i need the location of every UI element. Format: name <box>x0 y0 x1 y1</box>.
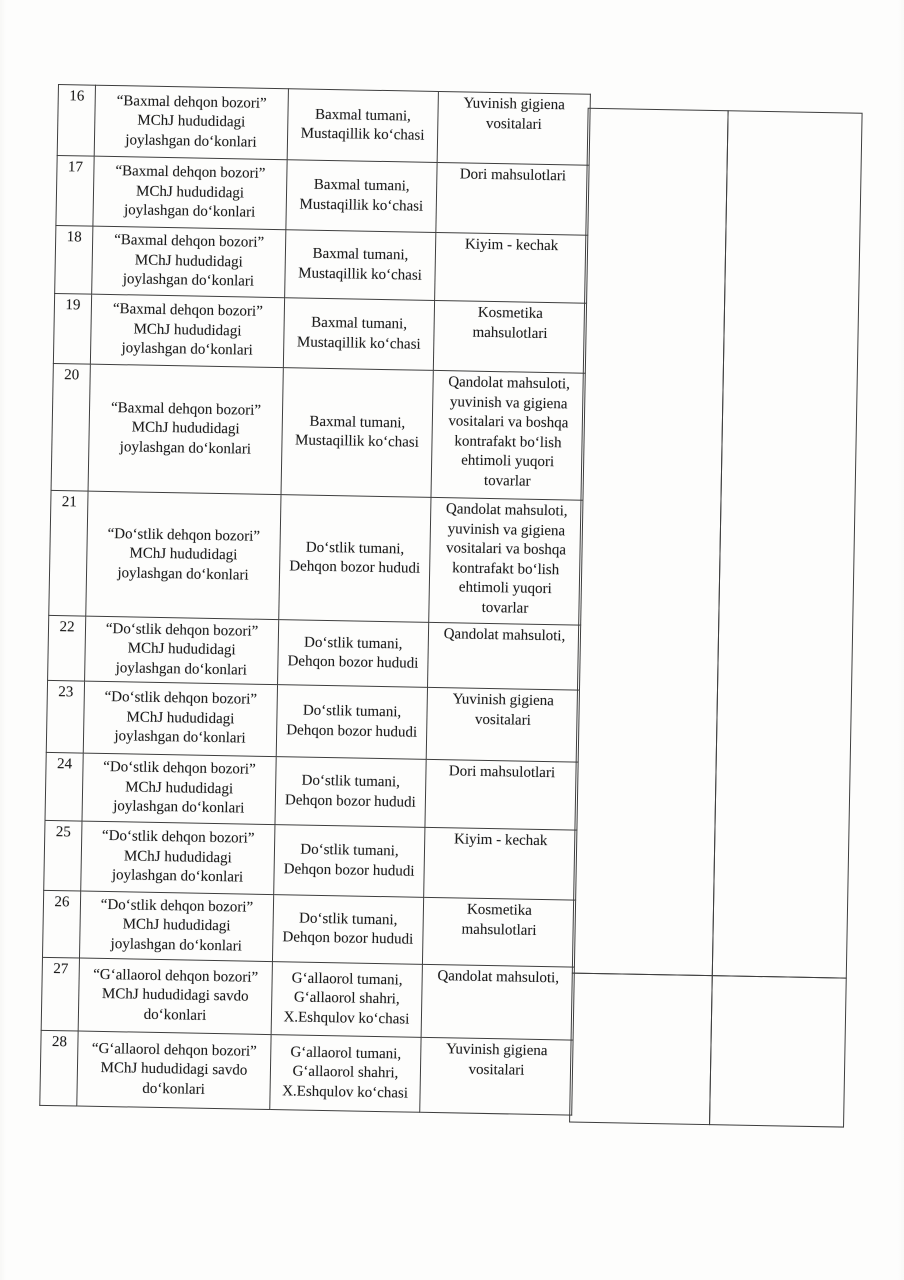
product-cell: Dori mahsulotlari <box>425 759 578 830</box>
market-name-cell: “Do‘stlik dehqon bozori” MChJ hududidagi joylashgan do‘konlari <box>81 821 275 895</box>
row-number-cell: 17 <box>56 155 94 226</box>
row-number-cell: 23 <box>46 680 84 753</box>
address-cell: G‘allaorol tumani, G‘allaorol shahri, X.Eshqulov ko‘chasi <box>270 1035 421 1113</box>
product-cell: Qandolat mahsuloti, yuvinish va gigiena vositalari va boshqa kontrafakt bo‘lish ehtimoli yuqori tovarlar <box>431 370 585 500</box>
row-number-cell: 20 <box>51 363 90 491</box>
market-name-cell: “Baxmal dehqon bozori” MChJ hududidagi joylashgan do‘konlari <box>93 156 287 230</box>
scanned-document-sheet <box>39 84 591 1116</box>
row-number-cell: 26 <box>42 890 80 958</box>
table-row <box>45 752 578 830</box>
address-cell: Baxmal tumani, Mustaqillik ko‘chasi <box>283 298 434 371</box>
product-cell: Yuvinish gigiena vositalari <box>437 91 590 165</box>
market-name-cell: “Baxmal dehqon bozori” MChJ hududidagi joylashgan do‘konlari <box>92 226 286 298</box>
product-cell: Dori mahsulotlari <box>436 162 589 235</box>
product-cell: Kiyim - kechak <box>424 827 577 900</box>
table-row <box>57 85 590 166</box>
table-row <box>44 820 577 900</box>
row-number-cell: 18 <box>55 225 93 294</box>
row-number-cell: 24 <box>45 752 83 821</box>
table-row <box>40 1030 573 1115</box>
market-name-cell: “Do‘stlik dehqon bozori” MChJ hududidagi joylashgan do‘konlari <box>85 616 279 685</box>
address-cell: G‘allaorol tumani, G‘allaorol shahri, X.Eshqulov ko‘chasi <box>271 962 422 1038</box>
row-number-cell: 16 <box>57 85 95 157</box>
address-cell: Do‘stlik tumani, Dehqon bozor hududi <box>274 825 425 898</box>
product-cell: Qandolat mahsuloti, <box>421 964 574 1040</box>
row-number-cell: 21 <box>49 490 88 616</box>
product-cell: Qandolat mahsuloti, <box>428 622 581 690</box>
market-name-cell: “Do‘stlik dehqon bozori” MChJ hududidagi joylashgan do‘konlari <box>82 753 276 825</box>
address-cell: Baxmal tumani, Mustaqillik ko‘chasi <box>281 368 433 498</box>
row-number-cell: 25 <box>44 820 82 891</box>
market-name-cell: “G‘allaorol dehqon bozori” MChJ hududidagi savdo do‘konlari <box>77 1031 271 1110</box>
empty-cell <box>711 110 862 978</box>
address-cell: Baxmal tumani, Mustaqillik ko‘chasi <box>285 230 436 301</box>
table-row <box>48 615 581 690</box>
table-row <box>41 957 574 1040</box>
row-number-cell: 27 <box>41 957 79 1031</box>
market-name-cell: “Baxmal dehqon bozori” MChJ hududidagi joylashgan do‘konlari <box>88 364 283 495</box>
address-cell: Baxmal tumani, Mustaqillik ko‘chasi <box>286 160 437 233</box>
product-cell: Kosmetika mahsulotlari <box>422 897 575 967</box>
market-name-cell: “G‘allaorol dehqon bozori” MChJ hududidagi savdo do‘konlari <box>78 958 272 1035</box>
empty-cell <box>571 108 728 976</box>
empty-cell <box>569 972 713 1125</box>
table-row <box>53 293 586 373</box>
address-cell: Do‘stlik tumani, Dehqon bozor hududi <box>275 757 426 828</box>
market-name-cell: “Baxmal dehqon bozori” MChJ hududidagi joylashgan do‘konlari <box>94 85 288 160</box>
product-cell: Yuvinish gigiena vositalari <box>420 1037 573 1115</box>
market-name-cell: “Do‘stlik dehqon bozori” MChJ hududidagi joylashgan do‘konlari <box>86 491 281 620</box>
table-row <box>51 363 585 500</box>
product-cell: Kosmetika mahsulotlari <box>433 300 586 373</box>
address-cell: Do‘stlik tumani, Dehqon bozor hududi <box>272 895 423 965</box>
market-name-cell: “Do‘stlik dehqon bozori” MChJ hududidagi joylashgan do‘konlari <box>79 891 273 962</box>
row-number-cell: 19 <box>53 293 91 364</box>
table-row <box>55 225 588 303</box>
product-cell: Kiyim - kechak <box>435 232 588 303</box>
address-cell: Do‘stlik tumani, Dehqon bozor hududi <box>278 620 429 688</box>
table-row <box>42 890 575 967</box>
empty-cell <box>709 975 847 1128</box>
address-cell: Do‘stlik tumani, Dehqon bozor hududi <box>279 495 431 623</box>
table-row <box>49 490 583 625</box>
empty-columns-block <box>570 108 863 1128</box>
product-cell: Qandolat mahsuloti, yuvinish va gigiena vositalari va boshqa kontrafakt bo‘lish ehtimoli yuqori tovarlar <box>429 497 583 625</box>
address-cell: Baxmal tumani, Mustaqillik ko‘chasi <box>287 89 438 163</box>
table-row <box>46 680 579 762</box>
document-table <box>39 84 591 1116</box>
address-cell: Do‘stlik tumani, Dehqon bozor hududi <box>276 685 427 760</box>
row-number-cell: 28 <box>40 1030 78 1106</box>
table-row <box>56 155 589 235</box>
market-name-cell: “Baxmal dehqon bozori” MChJ hududidagi joylashgan do‘konlari <box>90 294 284 368</box>
market-name-cell: “Do‘stlik dehqon bozori” MChJ hududidagi joylashgan do‘konlari <box>83 681 277 757</box>
product-cell: Yuvinish gigiena vositalari <box>426 687 579 762</box>
row-number-cell: 22 <box>48 615 86 681</box>
